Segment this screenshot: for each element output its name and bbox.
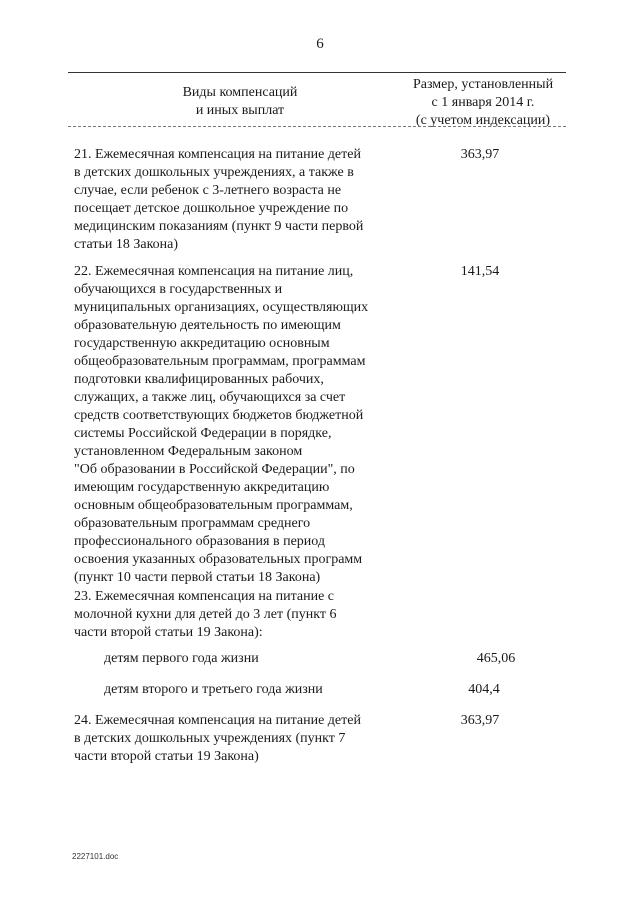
row-24-value: 363,97	[460, 713, 500, 728]
header-right: Размер, установленный с 1 января 2014 г. (с учетом индексации)	[412, 77, 554, 128]
page-number: 6	[316, 36, 324, 52]
row-23-sub1-text: детям первого года жизни	[104, 651, 259, 666]
row-23-sub1-value: 465,06	[476, 651, 516, 666]
row-23-sub2-value: 404,4	[468, 682, 500, 697]
table-top-rule	[68, 72, 566, 73]
row-24-text: 24. Ежемесячная компенсация на питание детей в детских дошкольных учреждениях (пункт 7 части второй статьи 19 Закона)	[74, 713, 361, 764]
table-header-rule	[68, 126, 566, 127]
row-23-text: 23. Ежемесячная компенсация на питание с молочной кухни для детей до 3 лет (пункт 6 части второй статьи 19 Закона):	[74, 589, 337, 640]
row-22-text: 22. Ежемесячная компенсация на питание лиц, обучающихся в государственных и муниципальных организациях, осуществляющих образовательную деятельность по имеющим государственную аккредитацию основным общеобразовательным программам, программам подготовки квалифицированных рабочих, служащих, а также лиц, обучающихся за счет средств соответствующих бюджетов бюджетной системы Российской Федерации в порядке, установленном Федеральным законом "Об образовании в Российской Федерации", по имеющим государственную аккредитацию основным общеобразовательным программам, образовательным программам среднего профессионального образования в период освоения указанных образовательных программ (пункт 10 части первой статьи 18 Закона)	[74, 264, 369, 585]
row-21-value: 363,97	[460, 147, 500, 162]
header-left: Виды компенсаций и иных выплат	[182, 85, 298, 118]
document-footer: 2227101.doc	[72, 852, 119, 861]
row-21-text: 21. Ежемесячная компенсация на питание детей в детских дошкольных учреждениях, а также в случае, если ребенок с 3-летнего возраста не посещает детское дошкольное учреждение по медицинским показаниям (пункт 9 части первой статьи 18 Закона)	[74, 147, 364, 252]
row-22-value: 141,54	[460, 264, 500, 279]
row-23-sub2-text: детям второго и третьего года жизни	[104, 682, 323, 697]
